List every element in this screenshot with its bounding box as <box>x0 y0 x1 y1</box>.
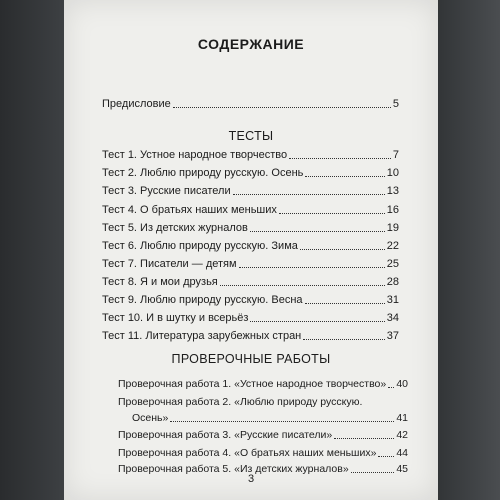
toc-row-test-7 <box>102 257 399 271</box>
book-page <box>64 0 438 500</box>
toc-page: 16 <box>386 204 399 216</box>
toc-row-test-1 <box>102 148 399 162</box>
leader-dots <box>173 107 391 108</box>
toc-page: 10 <box>386 167 399 179</box>
toc-label: Проверочная работа 4. «О братьях наших меньших» <box>118 447 377 459</box>
leader-dots <box>388 387 394 388</box>
leader-dots <box>303 339 384 340</box>
leader-dots <box>289 158 391 159</box>
toc-label: Тест 6. Люблю природу русскую. Зима <box>102 240 298 252</box>
toc-page: 42 <box>396 429 408 441</box>
toc-row-check-2-cont <box>132 411 408 425</box>
toc-page: 5 <box>392 98 399 110</box>
checks-heading: ПРОВЕРОЧНЫЕ РАБОТЫ <box>171 352 331 366</box>
toc-row-test-3 <box>102 184 399 198</box>
toc-row-check-2 <box>118 395 408 409</box>
toc-page: 45 <box>396 463 408 475</box>
toc-label: Проверочная работа 1. «Устное народное творчество» <box>118 378 387 390</box>
toc-page: 13 <box>386 185 399 197</box>
leader-dots <box>170 421 394 422</box>
leader-dots <box>250 231 385 232</box>
toc-row-check-4 <box>118 446 408 460</box>
toc-page: 19 <box>386 222 399 234</box>
toc-label: Тест 11. Литература зарубежных стран <box>102 330 302 342</box>
toc-label: Предисловие <box>102 98 171 110</box>
toc-row-test-10 <box>102 311 399 325</box>
toc-page: 22 <box>386 240 399 252</box>
toc-page: 40 <box>396 378 408 390</box>
background-right <box>430 0 500 500</box>
leader-dots <box>239 267 385 268</box>
toc-label: Тест 5. Из детских журналов <box>102 222 248 234</box>
toc-label: Тест 10. И в шутку и всерьёз <box>102 312 249 324</box>
toc-row-test-5 <box>102 221 399 235</box>
toc-page: 31 <box>386 294 399 306</box>
toc-row-check-1 <box>118 377 408 391</box>
toc-label: Тест 2. Люблю природу русскую. Осень <box>102 167 304 179</box>
toc-row-test-4 <box>102 203 399 217</box>
leader-dots <box>334 438 394 439</box>
toc-label: Проверочная работа 3. «Русские писатели» <box>118 429 333 441</box>
toc-row-preface <box>102 97 399 111</box>
leader-dots <box>378 456 394 457</box>
background-left <box>0 0 64 500</box>
leader-dots <box>279 213 385 214</box>
toc-label: Тест 7. Писатели — детям <box>102 258 237 270</box>
toc-page: 7 <box>392 149 399 161</box>
toc-row-test-11 <box>102 329 399 343</box>
tests-heading: ТЕСТЫ <box>228 129 274 143</box>
page-title: СОДЕРЖАНИЕ <box>197 36 305 52</box>
leader-dots <box>300 249 385 250</box>
toc-page: 34 <box>386 312 399 324</box>
toc-row-test-2 <box>102 166 399 180</box>
toc-label-cont: Осень» <box>132 412 169 424</box>
toc-row-test-6 <box>102 239 399 253</box>
leader-dots <box>250 321 384 322</box>
toc-row-check-3 <box>118 428 408 442</box>
toc-page: 41 <box>396 412 408 424</box>
toc-page: 28 <box>386 276 399 288</box>
toc-label: Проверочная работа 2. «Люблю природу русскую. <box>118 396 363 408</box>
toc-label: Проверочная работа 5. «Из детских журналов» <box>118 463 349 475</box>
page-number: 3 <box>247 473 255 485</box>
toc-label: Тест 9. Люблю природу русскую. Весна <box>102 294 303 306</box>
toc-label: Тест 1. Устное народное творчество <box>102 149 288 161</box>
toc-label: Тест 3. Русские писатели <box>102 185 231 197</box>
toc-page: 37 <box>386 330 399 342</box>
leader-dots <box>305 176 384 177</box>
toc-row-test-9 <box>102 293 399 307</box>
toc-page: 44 <box>396 447 408 459</box>
toc-label: Тест 4. О братьях наших меньших <box>102 204 277 216</box>
toc-page: 25 <box>386 258 399 270</box>
leader-dots <box>220 285 385 286</box>
toc-label: Тест 8. Я и мои друзья <box>102 276 218 288</box>
leader-dots <box>233 194 385 195</box>
toc-row-test-8 <box>102 275 399 289</box>
leader-dots <box>305 303 385 304</box>
